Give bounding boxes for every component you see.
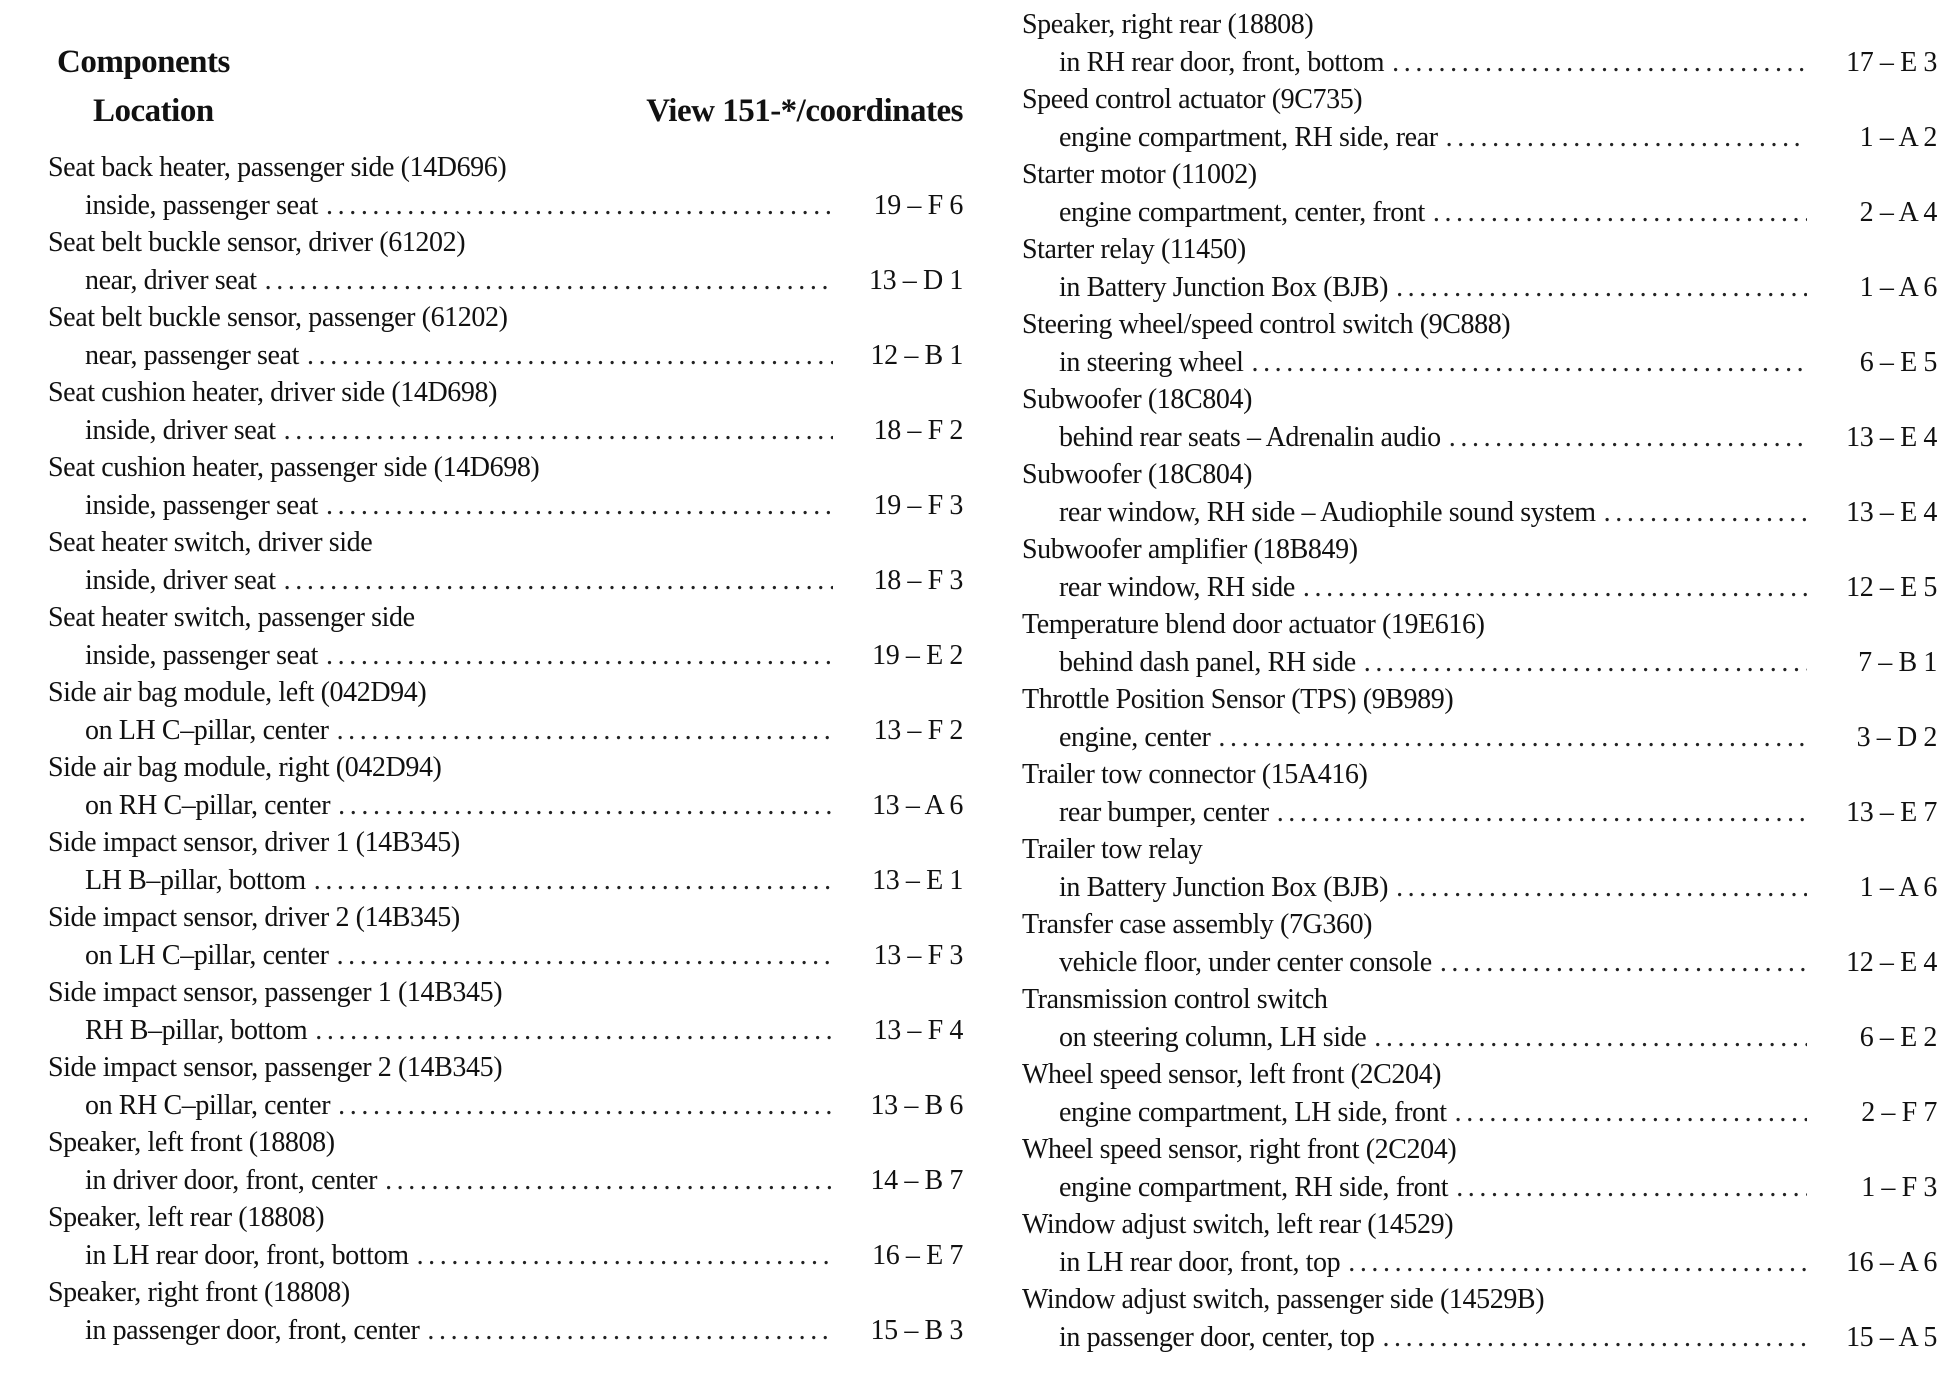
component-location: rear window, RH side – Audiophile sound system [1059,496,1596,528]
component-location-line [1022,1019,1937,1057]
dot-leader [1433,194,1807,232]
component-coordinates: 17 – E 3 [1846,46,1937,78]
component-coordinates: 18 – F 3 [873,564,963,596]
dot-leader [1449,419,1807,457]
component-location-line [1022,119,1937,157]
component-coordinates: 6 – E 2 [1859,1021,1937,1053]
component-location-line [1022,344,1937,382]
component-name: Speed control actuator (9C735) [1022,84,1363,115]
component-location-line [48,637,963,675]
component-location: behind rear seats – Adrenalin audio [1059,421,1441,453]
component-entry [1022,981,1937,1056]
component-location: in steering wheel [1059,346,1244,378]
component-name: Speaker, left front (18808) [48,1127,335,1158]
dot-leader [385,1162,833,1200]
component-location: in driver door, front, center [85,1164,378,1196]
location-heading: Location [93,93,214,129]
component-location-line [48,1237,963,1275]
component-location-line [48,1162,963,1200]
component-entry [1022,681,1937,756]
column-headings [48,86,963,136]
component-name: Side air bag module, left (042D94) [48,677,427,708]
component-entry [1022,381,1937,456]
dot-leader [337,937,833,975]
component-name: Side impact sensor, driver 1 (14B345) [48,827,460,858]
component-location-line [48,1087,963,1125]
component-name: Subwoofer (18C804) [1022,384,1252,415]
dot-leader [417,1237,833,1275]
component-name: Window adjust switch, passenger side (14529B) [1022,1284,1545,1315]
component-coordinates: 15 – A 5 [1846,1321,1937,1353]
component-name: Side impact sensor, passenger 2 (14B345) [48,1052,503,1083]
component-coordinates: 7 – B 1 [1858,646,1937,678]
dot-leader [337,712,833,750]
component-entry [48,749,963,824]
component-location: on RH C–pillar, center [85,1089,331,1121]
component-entry [48,674,963,749]
component-name: Transmission control switch [1022,984,1328,1015]
component-entry [48,1124,963,1199]
component-location: vehicle floor, under center console [1059,946,1432,978]
component-location: on steering column, LH side [1059,1021,1367,1053]
component-location-line [1022,719,1937,757]
component-coordinates: 12 – E 5 [1846,571,1937,603]
component-coordinates: 13 – F 2 [873,714,963,746]
component-name: Seat heater switch, driver side [48,527,373,558]
component-coordinates: 13 – E 1 [872,864,963,896]
component-location-line [1022,1319,1937,1357]
dot-leader [1446,119,1807,157]
component-location: inside, driver seat [85,564,276,596]
dot-leader [1396,269,1807,307]
dot-leader [1374,1019,1807,1057]
component-coordinates: 13 – E 4 [1846,421,1937,453]
component-coordinates: 16 – E 7 [872,1239,963,1271]
component-coordinates: 13 – E 4 [1846,496,1937,528]
component-name: Throttle Position Sensor (TPS) (9B989) [1022,684,1454,715]
dot-leader [265,262,833,300]
component-location-line [48,187,963,225]
section-title: Components [57,44,230,80]
component-location: in LH rear door, front, top [1059,1246,1341,1278]
component-name: Wheel speed sensor, left front (2C204) [1022,1059,1442,1090]
component-coordinates: 13 – A 6 [872,789,963,821]
component-coordinates: 13 – E 7 [1846,796,1937,828]
component-location-line [48,412,963,450]
component-entry [48,299,963,374]
dot-leader [1440,944,1807,982]
component-entry [48,449,963,524]
dot-leader [338,787,833,825]
component-coordinates: 13 – F 4 [873,1014,963,1046]
dot-leader [315,1012,833,1050]
component-coordinates: 1 – A 2 [1859,121,1937,153]
component-location: inside, passenger seat [85,489,319,521]
component-coordinates: 12 – B 1 [870,339,963,371]
component-coordinates: 13 – B 6 [870,1089,963,1121]
dot-leader [1251,344,1807,382]
dot-leader [326,637,833,675]
component-name: Wheel speed sensor, right front (2C204) [1022,1134,1457,1165]
component-location: in RH rear door, front, bottom [1059,46,1385,78]
component-location: in passenger door, center, top [1059,1321,1375,1353]
dot-leader [1382,1319,1807,1357]
component-location: RH B–pillar, bottom [85,1014,308,1046]
dot-leader [1218,719,1807,757]
component-entry [1022,306,1937,381]
component-location-line [48,487,963,525]
component-entry [48,1274,963,1349]
component-location: engine compartment, RH side, front [1059,1171,1449,1203]
component-coordinates: 19 – E 2 [872,639,963,671]
component-coordinates: 1 – A 6 [1859,871,1937,903]
component-location: on LH C–pillar, center [85,939,329,971]
component-location: engine compartment, center, front [1059,196,1425,228]
component-location: engine, center [1059,721,1211,753]
dot-leader [1456,1169,1807,1207]
component-location: in Battery Junction Box (BJB) [1059,871,1389,903]
right-entry-list [1022,6,1937,1356]
component-coordinates: 16 – A 6 [1846,1246,1937,1278]
component-name: Starter relay (11450) [1022,234,1246,265]
dot-leader [326,187,833,225]
component-name: Seat cushion heater, passenger side (14D698) [48,452,540,483]
component-entry [1022,531,1937,606]
component-location: inside, passenger seat [85,189,319,221]
component-name: Side air bag module, right (042D94) [48,752,442,783]
component-location: on RH C–pillar, center [85,789,331,821]
view-coordinates-heading: View 151-*/coordinates [646,93,963,129]
component-location-line [1022,269,1937,307]
component-location-line [1022,569,1937,607]
component-coordinates: 1 – F 3 [1861,1171,1937,1203]
component-coordinates: 19 – F 6 [873,189,963,221]
component-location-line [48,337,963,375]
component-entry [48,1049,963,1124]
component-entry [48,374,963,449]
dot-leader [338,1087,833,1125]
dot-leader [1277,794,1807,832]
component-entry [48,824,963,899]
component-name: Subwoofer (18C804) [1022,459,1252,490]
component-location-line [1022,1169,1937,1207]
component-entry [48,974,963,1049]
component-coordinates: 1 – A 6 [1859,271,1937,303]
component-location-line [48,1012,963,1050]
component-entry [1022,1281,1937,1356]
component-name: Seat heater switch, passenger side [48,602,415,633]
component-location-line [1022,869,1937,907]
component-coordinates: 3 – D 2 [1856,721,1937,753]
component-name: Speaker, left rear (18808) [48,1202,325,1233]
component-location: in passenger door, front, center [85,1314,420,1346]
component-location-line [1022,1244,1937,1282]
component-name: Seat back heater, passenger side (14D696) [48,152,507,183]
component-location-line [48,862,963,900]
dot-leader [1364,644,1807,682]
component-coordinates: 13 – D 1 [868,264,963,296]
component-coordinates: 14 – B 7 [870,1164,963,1196]
component-location: in LH rear door, front, bottom [85,1239,409,1271]
component-location-line [48,562,963,600]
dot-leader [1455,1094,1807,1132]
left-column [48,40,963,1349]
component-location-line [1022,44,1937,82]
component-entry [1022,831,1937,906]
component-entry [1022,1206,1937,1281]
component-entry [1022,156,1937,231]
component-location: engine compartment, RH side, rear [1059,121,1438,153]
component-location: near, driver seat [85,264,257,296]
component-name: Side impact sensor, passenger 1 (14B345) [48,977,503,1008]
component-name: Window adjust switch, left rear (14529) [1022,1209,1454,1240]
component-entry [48,599,963,674]
component-entry [1022,756,1937,831]
component-coordinates: 6 – E 5 [1859,346,1937,378]
component-entry [48,149,963,224]
component-location-line [1022,944,1937,982]
right-column [1022,0,1937,1356]
component-name: Subwoofer amplifier (18B849) [1022,534,1358,565]
component-location: near, passenger seat [85,339,299,371]
component-entry [1022,1131,1937,1206]
component-name: Speaker, right rear (18808) [1022,9,1314,40]
component-location-line [48,712,963,750]
component-location: rear bumper, center [1059,796,1269,828]
component-coordinates: 2 – A 4 [1859,196,1937,228]
left-entry-list [48,149,963,1349]
dot-leader [1348,1244,1807,1282]
component-name: Steering wheel/speed control switch (9C888) [1022,309,1511,340]
component-location: inside, driver seat [85,414,276,446]
component-location: on LH C–pillar, center [85,714,329,746]
component-name: Trailer tow relay [1022,834,1203,865]
dot-leader [284,562,833,600]
dot-leader [314,862,833,900]
component-name: Trailer tow connector (15A416) [1022,759,1368,790]
component-entry [48,224,963,299]
dot-leader [1303,569,1807,607]
component-coordinates: 12 – E 4 [1846,946,1937,978]
component-name: Seat cushion heater, driver side (14D698) [48,377,498,408]
component-location: engine compartment, LH side, front [1059,1096,1447,1128]
component-location: in Battery Junction Box (BJB) [1059,271,1389,303]
dot-leader [307,337,833,375]
component-location-line [48,262,963,300]
component-location: behind dash panel, RH side [1059,646,1356,678]
component-name: Seat belt buckle sensor, driver (61202) [48,227,466,258]
component-entry [1022,6,1937,81]
component-entry [1022,231,1937,306]
component-location-line [1022,644,1937,682]
component-name: Starter motor (11002) [1022,159,1257,190]
component-entry [1022,81,1937,156]
component-location: inside, passenger seat [85,639,319,671]
component-entry [48,1199,963,1274]
component-location: LH B–pillar, bottom [85,864,306,896]
component-coordinates: 15 – B 3 [870,1314,963,1346]
component-entry [1022,906,1937,981]
component-location-line [1022,1094,1937,1132]
component-coordinates: 2 – F 7 [1861,1096,1937,1128]
component-coordinates: 13 – F 3 [873,939,963,971]
component-location-line [1022,794,1937,832]
component-entry [48,899,963,974]
dot-leader [1604,494,1807,532]
component-location-line [48,787,963,825]
dot-leader [326,487,833,525]
component-location-line [48,937,963,975]
dot-leader [284,412,833,450]
component-name: Transfer case assembly (7G360) [1022,909,1373,940]
dot-leader [1392,44,1807,82]
component-location-line [1022,194,1937,232]
dot-leader [427,1312,833,1350]
component-name: Seat belt buckle sensor, passenger (61202) [48,302,508,333]
component-location-line [1022,494,1937,532]
component-name: Speaker, right front (18808) [48,1277,350,1308]
component-name: Side impact sensor, driver 2 (14B345) [48,902,460,933]
component-coordinates: 18 – F 2 [873,414,963,446]
component-entry [1022,1056,1937,1131]
component-location: rear window, RH side [1059,571,1295,603]
component-name: Temperature blend door actuator (19E616) [1022,609,1485,640]
component-entry [1022,606,1937,681]
component-coordinates: 19 – F 3 [873,489,963,521]
component-location-line [48,1312,963,1350]
component-location-line [1022,419,1937,457]
component-entry [1022,456,1937,531]
component-entry [48,524,963,599]
dot-leader [1396,869,1807,907]
